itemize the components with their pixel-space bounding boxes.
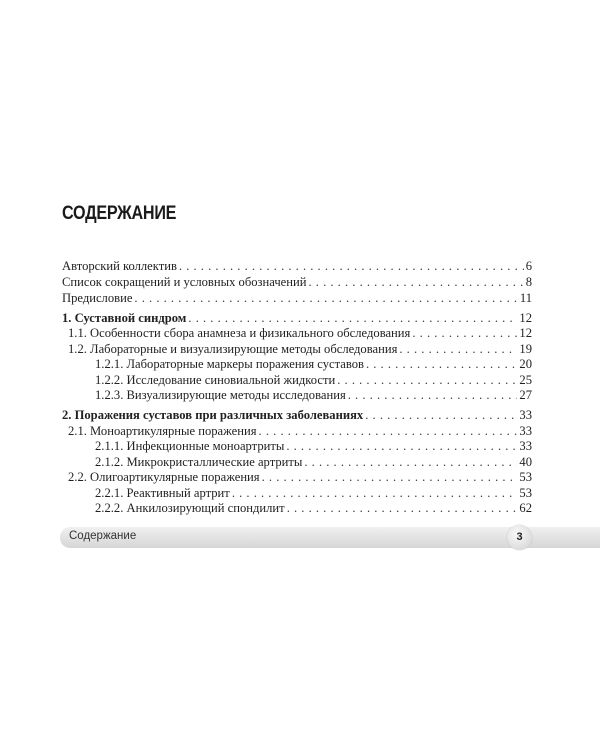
toc-entry-page: 25 [519,373,532,387]
toc-entry[interactable] [62,408,532,423]
toc-entry-page: 33 [519,424,532,438]
footer-section-label: Содержание [69,530,137,542]
toc-entry[interactable] [62,342,532,357]
toc-entry-title: 2.2.2. Анкилозирующий спондилит [95,501,285,515]
toc-entry-page: 12 [519,326,532,340]
toc-entry[interactable] [62,357,532,372]
toc-entry-title: 1.2.2. Исследование синовиальной жидкости [95,373,336,387]
toc-entry[interactable] [62,470,532,485]
toc-entry[interactable] [62,311,532,326]
toc-entry-title: 1.2. Лабораторные и визуализирующие методы обследования [68,342,398,356]
toc-entry-title: 2.1. Моноартикулярные поражения [68,424,257,438]
toc-entry-title: 1.2.3. Визуализирующие методы исследования [95,388,346,402]
toc-entry-title: 1.2.1. Лабораторные маркеры поражения суставов [95,357,364,371]
toc-entry-title: 2.2.1. Реактивный артрит [95,486,230,500]
toc-entry-title: 1. Суставной синдром [62,311,187,325]
toc-entry-title: 2. Поражения суставов при различных заболеваниях [62,408,364,422]
toc-entry[interactable] [62,501,532,516]
page-number-badge: 3 [507,525,532,550]
dot-leader [412,326,517,341]
dot-leader [337,373,517,388]
toc-entry-page: 62 [519,501,532,515]
dot-leader [287,501,518,516]
toc-entry-title: Авторский коллектив [62,259,177,273]
dot-leader [232,486,518,501]
toc-entry[interactable] [62,439,532,454]
toc-entry-title: 2.2. Олигоартикулярные поражения [68,470,260,484]
toc-entry-page: 19 [519,342,532,356]
toc-entry[interactable] [62,326,532,341]
toc-entry[interactable] [62,486,532,501]
toc-entry-page: 53 [519,486,532,500]
dot-leader [366,357,517,372]
toc-entry-page: 12 [519,311,532,325]
dot-leader [365,408,517,423]
dot-leader [188,311,517,326]
toc-entry-page: 27 [519,388,532,402]
toc-entry-page: 8 [525,275,532,289]
dot-leader [262,470,518,485]
dot-leader [134,291,517,306]
toc-entry-page: 11 [519,291,532,305]
dot-leader [399,342,517,357]
dot-leader [259,424,518,439]
toc-entry[interactable] [62,275,532,290]
toc-entry[interactable] [62,259,532,274]
dot-leader [348,388,518,403]
dot-leader [286,439,517,454]
toc-entry[interactable] [62,291,532,306]
toc-entry[interactable] [62,373,532,388]
page-title: СОДЕРЖАНИЕ [62,203,177,224]
toc-entry-page: 53 [519,470,532,484]
toc-entry-page: 33 [519,408,532,422]
toc-entry[interactable] [62,455,532,470]
toc-entry-title: Предисловие [62,291,133,305]
dot-leader [308,275,523,290]
toc-entry-title: 2.1.2. Микрокристаллические артриты [95,455,303,469]
toc-entry[interactable] [62,388,532,403]
toc-entry-title: 1.1. Особенности сбора анамнеза и физикального обследования [68,326,411,340]
toc-entry-title: Список сокращений и условных обозначений [62,275,307,289]
toc-entry[interactable] [62,424,532,439]
toc-entry-page: 33 [519,439,532,453]
toc-entry-title: 2.1.1. Инфекционные моноартриты [95,439,285,453]
toc-entry-page: 20 [519,357,532,371]
toc-entry-page: 6 [525,259,532,273]
toc-entry-page: 40 [519,455,532,469]
dot-leader [304,455,517,470]
dot-leader [179,259,524,274]
